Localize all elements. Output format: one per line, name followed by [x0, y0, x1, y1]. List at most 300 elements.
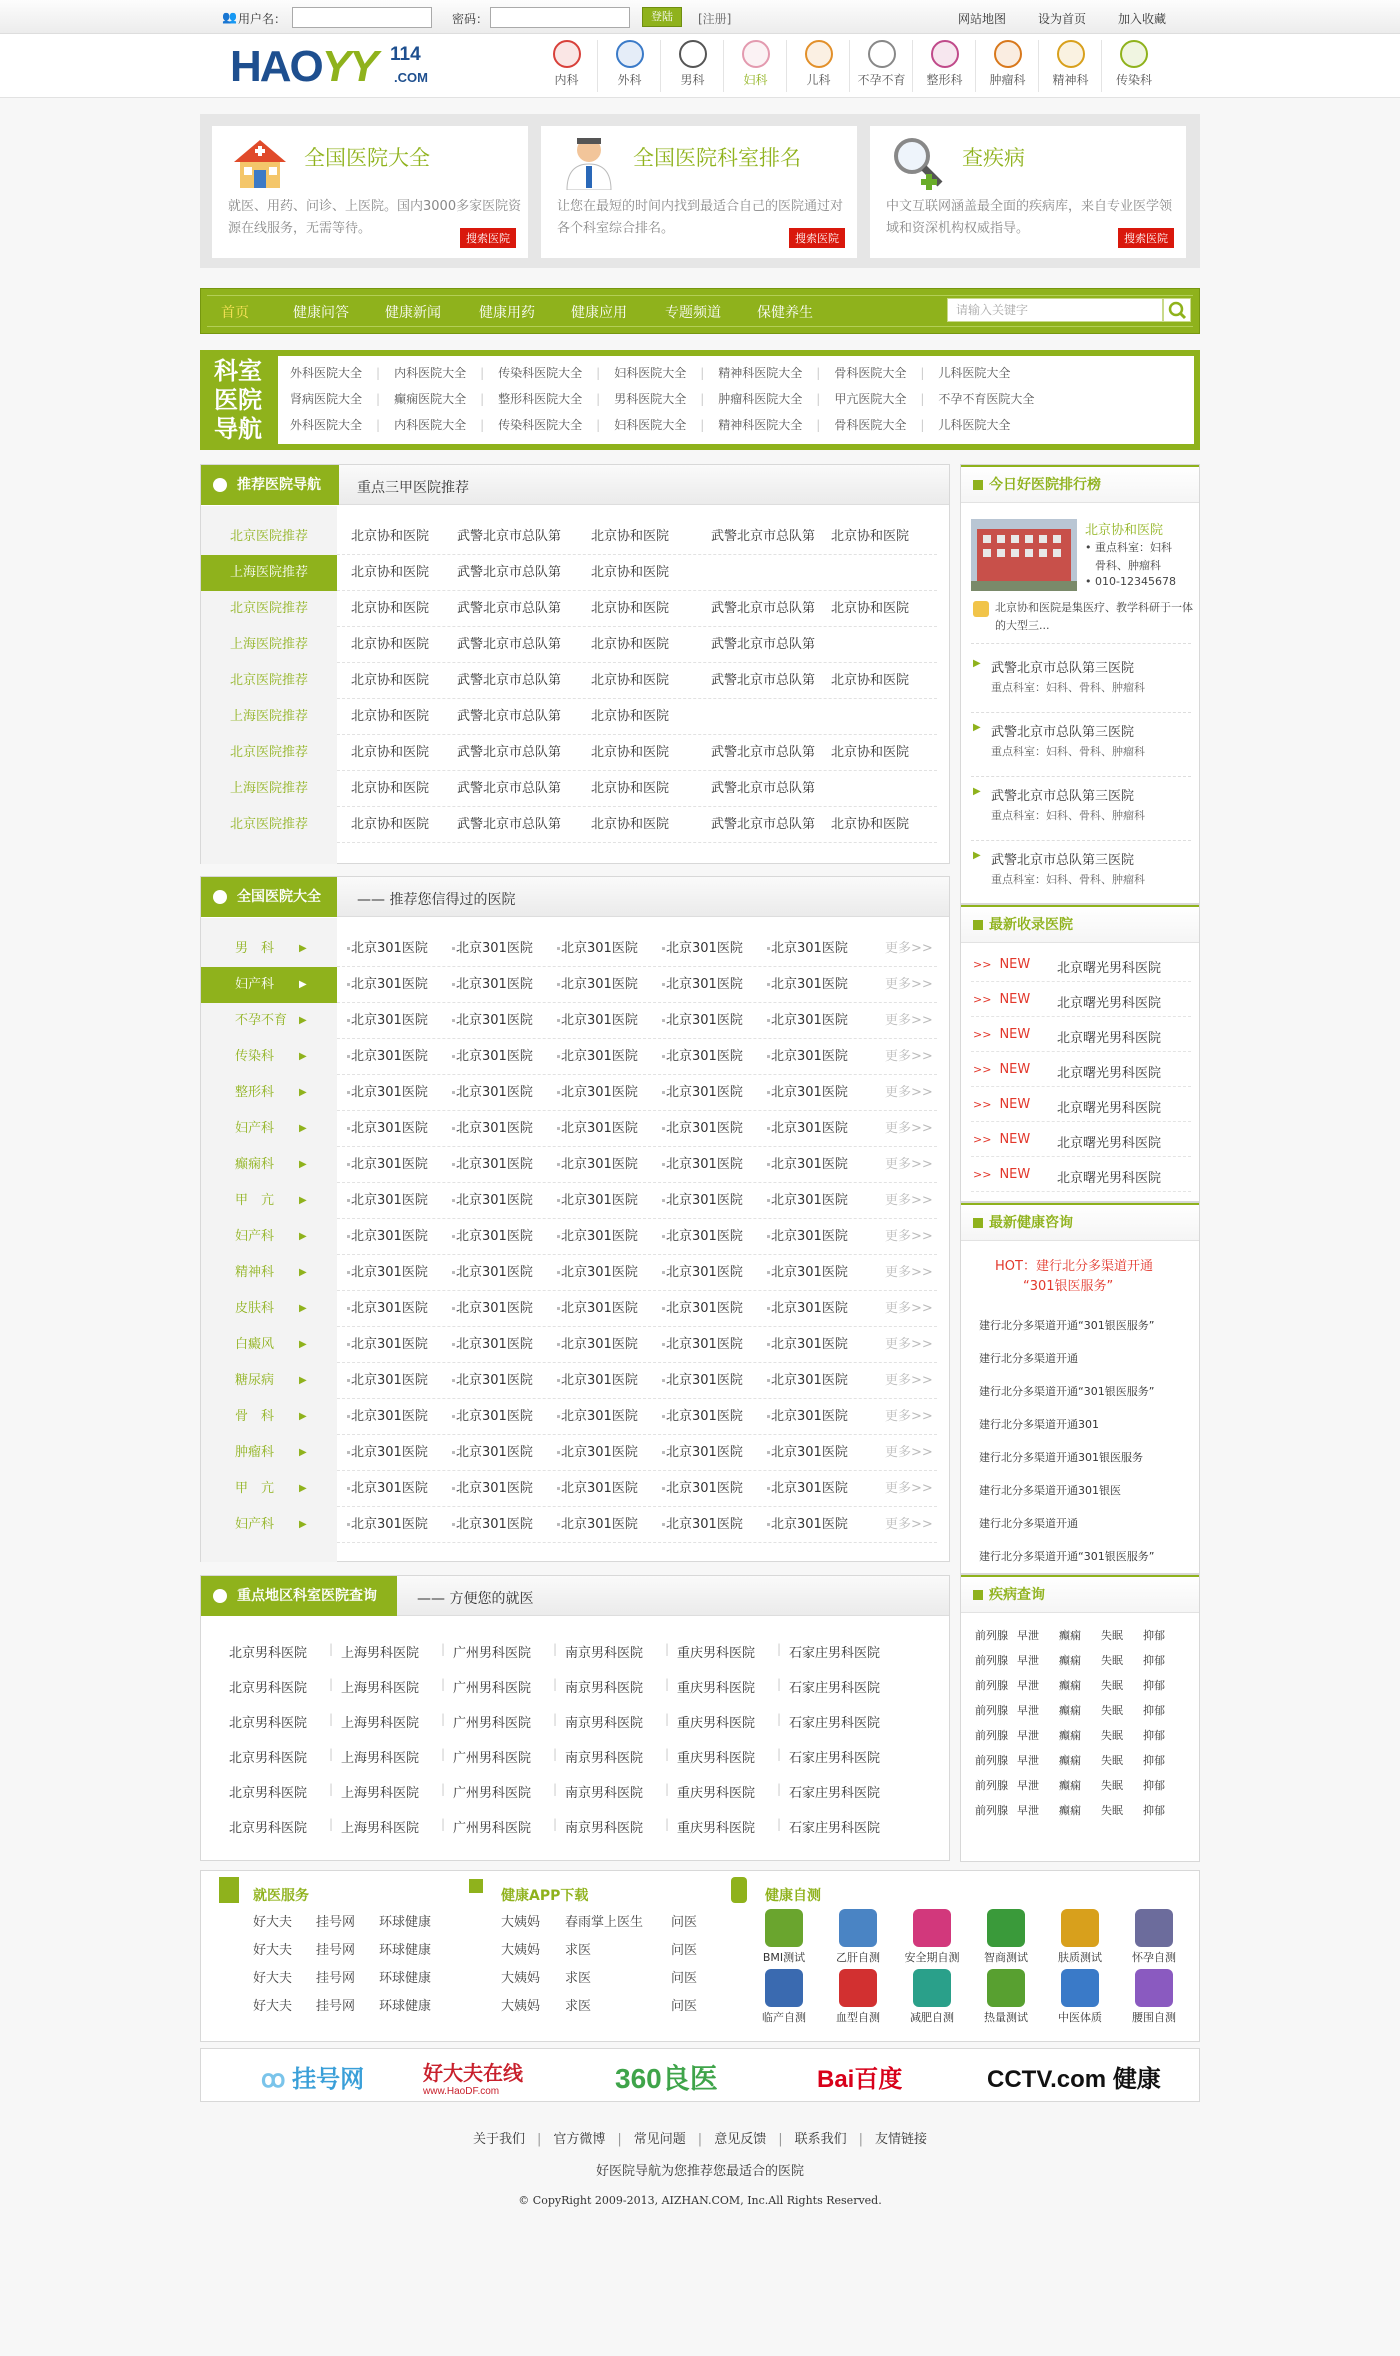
more-link[interactable]: 更多>> [885, 1301, 933, 1316]
region-hospital-link[interactable]: 广州男科医院 [453, 1786, 532, 1801]
rank-item[interactable] [971, 849, 1191, 905]
hospital-link[interactable]: 北京301医院 [456, 1229, 533, 1244]
rec-city-0[interactable]: 北京医院推荐 [229, 529, 308, 544]
medical-service-link[interactable]: 好大夫 [253, 1915, 293, 1930]
hospital-link[interactable]: 北京301医院 [666, 1121, 743, 1136]
hospital-link[interactable]: 北京301医院 [561, 1049, 638, 1064]
consult-item[interactable]: 建行北分多渠道开通301 [979, 1418, 1099, 1431]
dept-link[interactable]: 骨科医院大全 [834, 366, 907, 380]
test-label[interactable]: 中医体质 [1058, 2011, 1102, 2024]
disease-link[interactable]: 抑郁 [1143, 1654, 1165, 1667]
dept-5[interactable] [851, 40, 913, 92]
rec-city-3[interactable]: 上海医院推荐 [229, 637, 308, 652]
hospital-link[interactable]: 北京301医院 [561, 1265, 638, 1280]
hospital-link[interactable]: 北京301医院 [561, 977, 638, 992]
new-hospital-item[interactable] [973, 1132, 1162, 1151]
card-title[interactable]: 全国医院大全 [304, 146, 430, 170]
hospital-link[interactable]: 北京301医院 [456, 1517, 533, 1532]
dept-item-5[interactable] [201, 1111, 337, 1147]
hospital-link[interactable]: 北京301医院 [561, 1373, 638, 1388]
disease-link[interactable]: 癫痫 [1059, 1654, 1081, 1667]
hospital-link[interactable]: 北京301医院 [456, 1193, 533, 1208]
hospital-link[interactable]: 武警北京市总队第 [711, 601, 816, 616]
hospital-link[interactable]: 北京301医院 [351, 1229, 428, 1244]
region-hospital-link[interactable]: 南京男科医院 [565, 1751, 644, 1766]
disease-link[interactable]: 抑郁 [1143, 1779, 1165, 1792]
app-link[interactable]: 问医 [671, 1999, 698, 2014]
hospital-link[interactable]: 北京协和医院 [351, 781, 430, 796]
hospital-link[interactable]: 北京协和医院 [831, 745, 910, 760]
hospital-link[interactable]: 北京协和医院 [831, 529, 910, 544]
region-hospital-link[interactable]: 广州男科医院 [453, 1646, 532, 1661]
hospital-link[interactable]: 武警北京市总队第 [711, 781, 816, 796]
disease-link[interactable]: 早泄 [1017, 1629, 1039, 1642]
hospital-link[interactable]: 北京301医院 [351, 977, 428, 992]
test-label[interactable]: 腰围自测 [1132, 2011, 1176, 2024]
hospital-link[interactable]: 北京301医院 [771, 977, 848, 992]
test-icon-2[interactable] [913, 1909, 951, 1947]
disease-link[interactable]: 失眠 [1101, 1729, 1123, 1742]
region-hospital-link[interactable]: 重庆男科医院 [677, 1751, 756, 1766]
disease-link[interactable]: 前列腺 [975, 1704, 1008, 1717]
region-hospital-link[interactable]: 上海男科医院 [341, 1716, 420, 1731]
footer-link[interactable]: 联系我们 [794, 2132, 847, 2147]
hospital-link[interactable]: 北京301医院 [771, 1193, 848, 1208]
test-label[interactable]: 临产自测 [762, 2011, 806, 2024]
disease-link[interactable]: 癫痫 [1059, 1779, 1081, 1792]
dept-link[interactable]: 不孕不育医院大全 [938, 392, 1035, 406]
hospital-link[interactable]: 武警北京市总队第 [457, 709, 562, 724]
hospital-link[interactable]: 北京301医院 [771, 1265, 848, 1280]
hospital-link[interactable]: 北京301医院 [456, 1445, 533, 1460]
dept-link[interactable]: 骨科医院大全 [834, 418, 907, 432]
site-logo[interactable] [230, 42, 428, 92]
consult-item[interactable]: 建行北分多渠道开通301银医服务 [979, 1451, 1143, 1464]
region-hospital-link[interactable]: 重庆男科医院 [677, 1646, 756, 1661]
hospital-link[interactable]: 北京301医院 [456, 977, 533, 992]
dept-link[interactable]: 妇科医院大全 [614, 418, 687, 432]
hospital-link[interactable]: 北京301医院 [666, 1085, 743, 1100]
set-homepage-link[interactable]: 设为首页 [1038, 12, 1087, 26]
dept-link[interactable]: 传染科医院大全 [498, 418, 583, 432]
hospital-link[interactable]: 北京协和医院 [591, 601, 670, 616]
test-label[interactable]: 血型自测 [836, 2011, 880, 2024]
top-hospital-name[interactable]: 北京协和医院 [1085, 523, 1164, 538]
region-hospital-link[interactable]: 石家庄男科医院 [789, 1646, 881, 1661]
hospital-link[interactable]: 北京301医院 [561, 1229, 638, 1244]
add-favorite-link[interactable]: 加入收藏 [1118, 12, 1167, 26]
hospital-link[interactable]: 北京301医院 [771, 1409, 848, 1424]
panel-tab[interactable] [201, 1576, 397, 1616]
dept-item-8[interactable] [201, 1219, 337, 1255]
region-hospital-link[interactable]: 南京男科医院 [565, 1681, 644, 1696]
dept-link[interactable]: 外科医院大全 [290, 366, 363, 380]
nav-news[interactable]: 健康新闻 [385, 305, 441, 321]
hospital-photo[interactable] [971, 519, 1077, 591]
search-input[interactable]: 请输入关键字 [947, 298, 1163, 322]
more-link[interactable]: 更多>> [885, 1121, 933, 1136]
more-link[interactable]: 更多>> [885, 1013, 933, 1028]
hospital-link[interactable]: 北京301医院 [561, 1445, 638, 1460]
logo-guahao[interactable]: ꝏ 挂号网 [261, 2066, 365, 2093]
hot-news[interactable]: HOT：建行北分多渠道开通 [995, 1259, 1153, 1274]
nav-medicine[interactable]: 健康用药 [479, 305, 535, 321]
hospital-link[interactable]: 北京301医院 [666, 1265, 743, 1280]
hospital-link[interactable]: 北京301医院 [771, 1301, 848, 1316]
hospital-link[interactable]: 北京301医院 [666, 1337, 743, 1352]
dept-link[interactable]: 传染科医院大全 [498, 366, 583, 380]
dept-3[interactable] [725, 40, 787, 92]
hospital-link[interactable]: 北京301医院 [666, 941, 743, 956]
panel-tab[interactable] [201, 465, 339, 505]
hospital-link[interactable]: 北京301医院 [561, 1517, 638, 1532]
dept-link[interactable]: 内科医院大全 [394, 418, 467, 432]
more-link[interactable]: 更多>> [885, 977, 933, 992]
hospital-link[interactable]: 北京301医院 [456, 1049, 533, 1064]
disease-link[interactable]: 抑郁 [1143, 1629, 1165, 1642]
test-label[interactable]: 怀孕自测 [1132, 1951, 1176, 1964]
hospital-link[interactable]: 武警北京市总队第 [711, 745, 816, 760]
more-link[interactable]: 更多>> [885, 1049, 933, 1064]
hospital-link[interactable]: 武警北京市总队第 [457, 565, 562, 580]
hospital-link[interactable]: 北京301医院 [456, 1085, 533, 1100]
region-hospital-link[interactable]: 石家庄男科医院 [789, 1751, 881, 1766]
dept-0[interactable] [536, 40, 598, 92]
medical-service-link[interactable]: 环球健康 [379, 1999, 432, 2014]
hospital-link[interactable]: 北京协和医院 [351, 817, 430, 832]
disease-link[interactable]: 抑郁 [1143, 1729, 1165, 1742]
panel-tab[interactable] [201, 877, 337, 917]
hospital-link[interactable]: 北京协和医院 [351, 673, 430, 688]
consult-item[interactable]: 建行北分多渠道开通 [979, 1517, 1078, 1530]
test-icon-9[interactable] [987, 1969, 1025, 2007]
hospital-link[interactable]: 武警北京市总队第 [457, 745, 562, 760]
login-button[interactable]: 登陆 [642, 7, 682, 27]
test-icon-3[interactable] [987, 1909, 1025, 1947]
region-hospital-link[interactable]: 上海男科医院 [341, 1751, 420, 1766]
hospital-link[interactable]: 北京301医院 [351, 1373, 428, 1388]
test-icon-10[interactable] [1061, 1969, 1099, 2007]
disease-link[interactable]: 抑郁 [1143, 1679, 1165, 1692]
hospital-link[interactable]: 武警北京市总队第 [457, 817, 562, 832]
hospital-link[interactable]: 北京301医院 [771, 1445, 848, 1460]
hospital-link[interactable]: 北京301医院 [351, 1193, 428, 1208]
app-link[interactable]: 问医 [671, 1943, 698, 1958]
hospital-link[interactable]: 北京301医院 [666, 1445, 743, 1460]
region-hospital-link[interactable]: 上海男科医院 [341, 1646, 420, 1661]
more-link[interactable]: 更多>> [885, 1193, 933, 1208]
test-label[interactable]: 乙肝自测 [836, 1951, 880, 1964]
disease-link[interactable]: 癫痫 [1059, 1679, 1081, 1692]
card-title[interactable]: 查疾病 [962, 146, 1025, 170]
dept-4[interactable] [788, 40, 850, 92]
medical-service-link[interactable]: 挂号网 [316, 1971, 356, 1986]
hospital-link[interactable]: 北京协和医院 [591, 781, 670, 796]
rec-city-8[interactable]: 北京医院推荐 [229, 817, 308, 832]
dept-8[interactable] [1040, 40, 1102, 92]
medical-service-link[interactable]: 环球健康 [379, 1915, 432, 1930]
hospital-link[interactable]: 北京301医院 [351, 1085, 428, 1100]
dept-item-13[interactable] [201, 1399, 337, 1435]
hospital-link[interactable]: 北京301医院 [561, 1121, 638, 1136]
dept-link[interactable]: 儿科医院大全 [938, 366, 1011, 380]
logo-cctv[interactable] [987, 2059, 1161, 2094]
hospital-link[interactable]: 武警北京市总队第 [457, 637, 562, 652]
dept-item-9[interactable] [201, 1255, 337, 1291]
disease-link[interactable]: 抑郁 [1143, 1754, 1165, 1767]
medical-service-link[interactable]: 环球健康 [379, 1943, 432, 1958]
region-hospital-link[interactable]: 南京男科医院 [565, 1646, 644, 1661]
hospital-link[interactable]: 北京301医院 [771, 1229, 848, 1244]
dept-item-16[interactable] [201, 1507, 337, 1543]
rec-city-4[interactable]: 北京医院推荐 [229, 673, 308, 688]
test-icon-8[interactable] [913, 1969, 951, 2007]
hospital-link[interactable]: 北京301医院 [666, 1409, 743, 1424]
footer-link[interactable]: 常见问题 [633, 2132, 686, 2147]
disease-link[interactable]: 早泄 [1017, 1704, 1039, 1717]
region-hospital-link[interactable]: 石家庄男科医院 [789, 1716, 881, 1731]
region-hospital-link[interactable]: 北京男科医院 [229, 1646, 308, 1661]
dept-1[interactable] [599, 40, 661, 92]
dept-item-14[interactable] [201, 1435, 337, 1471]
more-link[interactable]: 更多>> [885, 941, 933, 956]
dept-link[interactable]: 外科医院大全 [290, 418, 363, 432]
disease-link[interactable]: 抑郁 [1143, 1804, 1165, 1817]
hospital-link[interactable]: 北京301医院 [561, 1409, 638, 1424]
footer-link[interactable]: 关于我们 [472, 2132, 525, 2147]
dept-6[interactable] [914, 40, 976, 92]
footer-link[interactable]: 官方微博 [553, 2132, 606, 2147]
test-icon-11[interactable] [1135, 1969, 1173, 2007]
hospital-link[interactable]: 武警北京市总队第 [457, 529, 562, 544]
sitemap-link[interactable]: 网站地图 [958, 12, 1007, 26]
app-link[interactable]: 大姨妈 [501, 1943, 541, 1958]
dept-item-0[interactable] [201, 931, 337, 967]
rec-city-5[interactable]: 上海医院推荐 [229, 709, 308, 724]
region-hospital-link[interactable]: 上海男科医院 [341, 1681, 420, 1696]
hospital-link[interactable]: 武警北京市总队第 [457, 673, 562, 688]
app-link[interactable]: 求医 [565, 1999, 592, 2014]
dept-link[interactable]: 男科医院大全 [614, 392, 687, 406]
nav-apps[interactable]: 健康应用 [571, 305, 627, 321]
search-hospital-button[interactable]: 搜索医院 [1118, 228, 1174, 248]
region-hospital-link[interactable]: 南京男科医院 [565, 1786, 644, 1801]
hospital-link[interactable]: 北京协和医院 [831, 817, 910, 832]
disease-link[interactable]: 抑郁 [1143, 1704, 1165, 1717]
hospital-link[interactable]: 北京301医院 [771, 1085, 848, 1100]
region-hospital-link[interactable]: 石家庄男科医院 [789, 1786, 881, 1801]
hospital-link[interactable]: 北京301医院 [561, 1085, 638, 1100]
hospital-link[interactable]: 北京301医院 [666, 977, 743, 992]
more-link[interactable]: 更多>> [885, 1157, 933, 1172]
app-link[interactable]: 春雨掌上医生 [565, 1915, 644, 1930]
dept-link[interactable]: 儿科医院大全 [938, 418, 1011, 432]
dept-link[interactable]: 癫痫医院大全 [394, 392, 467, 406]
region-hospital-link[interactable]: 重庆男科医院 [677, 1716, 756, 1731]
disease-link[interactable]: 失眠 [1101, 1629, 1123, 1642]
dept-link[interactable]: 肿瘤科医院大全 [718, 392, 803, 406]
search-hospital-button[interactable]: 搜索医院 [789, 228, 845, 248]
hospital-link[interactable]: 北京301医院 [561, 1301, 638, 1316]
hospital-link[interactable]: 武警北京市总队第 [457, 781, 562, 796]
region-hospital-link[interactable]: 北京男科医院 [229, 1716, 308, 1731]
disease-link[interactable]: 早泄 [1017, 1804, 1039, 1817]
disease-link[interactable]: 早泄 [1017, 1679, 1039, 1692]
region-hospital-link[interactable]: 重庆男科医院 [677, 1821, 756, 1836]
nav-qa[interactable]: 健康问答 [293, 305, 349, 321]
hospital-link[interactable]: 武警北京市总队第 [711, 529, 816, 544]
disease-link[interactable]: 早泄 [1017, 1754, 1039, 1767]
dept-link[interactable]: 内科医院大全 [394, 366, 467, 380]
medical-service-link[interactable]: 挂号网 [316, 1999, 356, 2014]
disease-link[interactable]: 癫痫 [1059, 1629, 1081, 1642]
app-link[interactable]: 求医 [565, 1943, 592, 1958]
rec-city-7[interactable]: 上海医院推荐 [229, 781, 308, 796]
hospital-link[interactable]: 北京协和医院 [591, 565, 670, 580]
hospital-link[interactable]: 北京301医院 [771, 1121, 848, 1136]
more-link[interactable]: 更多>> [885, 1409, 933, 1424]
hospital-link[interactable]: 北京301医院 [456, 1013, 533, 1028]
hospital-link[interactable]: 北京301医院 [456, 1157, 533, 1172]
disease-link[interactable]: 失眠 [1101, 1654, 1123, 1667]
region-hospital-link[interactable]: 北京男科医院 [229, 1751, 308, 1766]
dept-item-7[interactable] [201, 1183, 337, 1219]
medical-service-link[interactable]: 好大夫 [253, 1999, 293, 2014]
hospital-link[interactable]: 北京协和医院 [351, 745, 430, 760]
hospital-link[interactable]: 北京协和医院 [351, 637, 430, 652]
rank-item[interactable] [971, 657, 1191, 713]
app-link[interactable]: 问医 [671, 1971, 698, 1986]
hospital-link[interactable]: 武警北京市总队第 [457, 601, 562, 616]
region-hospital-link[interactable]: 南京男科医院 [565, 1716, 644, 1731]
hospital-link[interactable]: 北京协和医院 [591, 673, 670, 688]
disease-link[interactable]: 失眠 [1101, 1804, 1123, 1817]
hospital-link[interactable]: 北京301医院 [666, 1193, 743, 1208]
more-link[interactable]: 更多>> [885, 1265, 933, 1280]
hospital-link[interactable]: 武警北京市总队第 [711, 637, 816, 652]
rec-city-1[interactable]: 上海医院推荐 [201, 555, 337, 591]
dept-item-2[interactable] [201, 1003, 337, 1039]
dept-2[interactable] [662, 40, 724, 92]
hospital-link[interactable]: 北京301医院 [456, 1373, 533, 1388]
disease-link[interactable]: 早泄 [1017, 1729, 1039, 1742]
test-icon-5[interactable] [1135, 1909, 1173, 1947]
hospital-link[interactable]: 北京协和医院 [591, 817, 670, 832]
disease-link[interactable]: 前列腺 [975, 1629, 1008, 1642]
hospital-link[interactable]: 北京301医院 [666, 1229, 743, 1244]
region-hospital-link[interactable]: 重庆男科医院 [677, 1786, 756, 1801]
nav-wellness[interactable]: 保健养生 [757, 305, 813, 321]
medical-service-link[interactable]: 挂号网 [316, 1915, 356, 1930]
hospital-link[interactable]: 北京301医院 [666, 1373, 743, 1388]
footer-link[interactable]: 友情链接 [875, 2132, 928, 2147]
consult-item[interactable]: 建行北分多渠道开通301银医 [979, 1484, 1121, 1497]
hospital-link[interactable]: 北京301医院 [456, 941, 533, 956]
hospital-link[interactable]: 北京301医院 [666, 1517, 743, 1532]
region-hospital-link[interactable]: 上海男科医院 [341, 1821, 420, 1836]
rank-item[interactable] [971, 785, 1191, 841]
dept-item-15[interactable] [201, 1471, 337, 1507]
more-link[interactable]: 更多>> [885, 1085, 933, 1100]
disease-link[interactable]: 前列腺 [975, 1729, 1008, 1742]
new-hospital-item[interactable] [973, 992, 1162, 1011]
username-input[interactable] [292, 7, 432, 28]
consult-item[interactable]: 建行北分多渠道开通“301银医服务” [979, 1550, 1155, 1563]
test-icon-4[interactable] [1061, 1909, 1099, 1947]
logo-360[interactable] [615, 2057, 718, 2097]
hospital-link[interactable]: 北京301医院 [456, 1265, 533, 1280]
hospital-link[interactable]: 武警北京市总队第 [711, 817, 816, 832]
region-hospital-link[interactable]: 南京男科医院 [565, 1821, 644, 1836]
app-link[interactable]: 大姨妈 [501, 1915, 541, 1930]
medical-service-link[interactable]: 好大夫 [253, 1943, 293, 1958]
hospital-link[interactable]: 北京301医院 [351, 1337, 428, 1352]
password-input[interactable] [490, 7, 630, 28]
disease-link[interactable]: 前列腺 [975, 1679, 1008, 1692]
dept-item-6[interactable] [201, 1147, 337, 1183]
dept-item-3[interactable] [201, 1039, 337, 1075]
test-label[interactable]: 热量测试 [984, 2011, 1028, 2024]
more-link[interactable]: 更多>> [885, 1481, 933, 1496]
hospital-link[interactable]: 北京301医院 [456, 1481, 533, 1496]
hospital-link[interactable]: 北京301医院 [771, 1049, 848, 1064]
hospital-link[interactable]: 北京301医院 [666, 1157, 743, 1172]
more-link[interactable]: 更多>> [885, 1229, 933, 1244]
consult-item[interactable]: 建行北分多渠道开通“301银医服务” [979, 1385, 1155, 1398]
hospital-link[interactable]: 武警北京市总队第 [711, 673, 816, 688]
disease-link[interactable]: 前列腺 [975, 1754, 1008, 1767]
hospital-link[interactable]: 北京301医院 [351, 1157, 428, 1172]
hospital-link[interactable]: 北京协和医院 [591, 529, 670, 544]
disease-link[interactable]: 癫痫 [1059, 1729, 1081, 1742]
new-hospital-item[interactable] [973, 1097, 1162, 1116]
disease-link[interactable]: 前列腺 [975, 1779, 1008, 1792]
logo-haodf[interactable] [423, 2057, 523, 2097]
card-title[interactable]: 全国医院科室排名 [633, 146, 801, 170]
dept-9[interactable] [1103, 40, 1165, 92]
hospital-link[interactable]: 北京协和医院 [351, 601, 430, 616]
hospital-link[interactable]: 北京协和医院 [351, 529, 430, 544]
rec-city-6[interactable]: 北京医院推荐 [229, 745, 308, 760]
test-icon-6[interactable] [765, 1969, 803, 2007]
register-link[interactable]: [注册] [698, 12, 732, 26]
test-label[interactable]: 安全期自测 [904, 1951, 960, 1964]
search-hospital-button[interactable]: 搜索医院 [460, 228, 516, 248]
medical-service-link[interactable]: 好大夫 [253, 1971, 293, 1986]
dept-item-4[interactable] [201, 1075, 337, 1111]
dept-link[interactable]: 妇科医院大全 [614, 366, 687, 380]
hospital-link[interactable]: 北京协和医院 [351, 709, 430, 724]
test-icon-0[interactable] [765, 1909, 803, 1947]
footer-link[interactable]: 意见反馈 [714, 2132, 767, 2147]
consult-item[interactable]: 建行北分多渠道开通“301银医服务” [979, 1319, 1155, 1332]
hospital-link[interactable]: 北京301医院 [666, 1049, 743, 1064]
region-hospital-link[interactable]: 北京男科医院 [229, 1821, 308, 1836]
nav-topics[interactable]: 专题频道 [665, 305, 721, 321]
hospital-link[interactable]: 北京301医院 [456, 1337, 533, 1352]
region-hospital-link[interactable]: 广州男科医院 [453, 1821, 532, 1836]
region-hospital-link[interactable]: 石家庄男科医院 [789, 1821, 881, 1836]
hospital-link[interactable]: 北京协和医院 [591, 637, 670, 652]
disease-link[interactable]: 失眠 [1101, 1754, 1123, 1767]
region-hospital-link[interactable]: 上海男科医院 [341, 1786, 420, 1801]
medical-service-link[interactable]: 环球健康 [379, 1971, 432, 1986]
hot-news-line2[interactable]: “301银医服务” [1023, 1279, 1114, 1294]
hospital-link[interactable]: 北京301医院 [561, 1193, 638, 1208]
rec-city-2[interactable]: 北京医院推荐 [229, 601, 308, 616]
disease-link[interactable]: 癫痫 [1059, 1704, 1081, 1717]
test-label[interactable]: 肤质测试 [1058, 1951, 1102, 1964]
